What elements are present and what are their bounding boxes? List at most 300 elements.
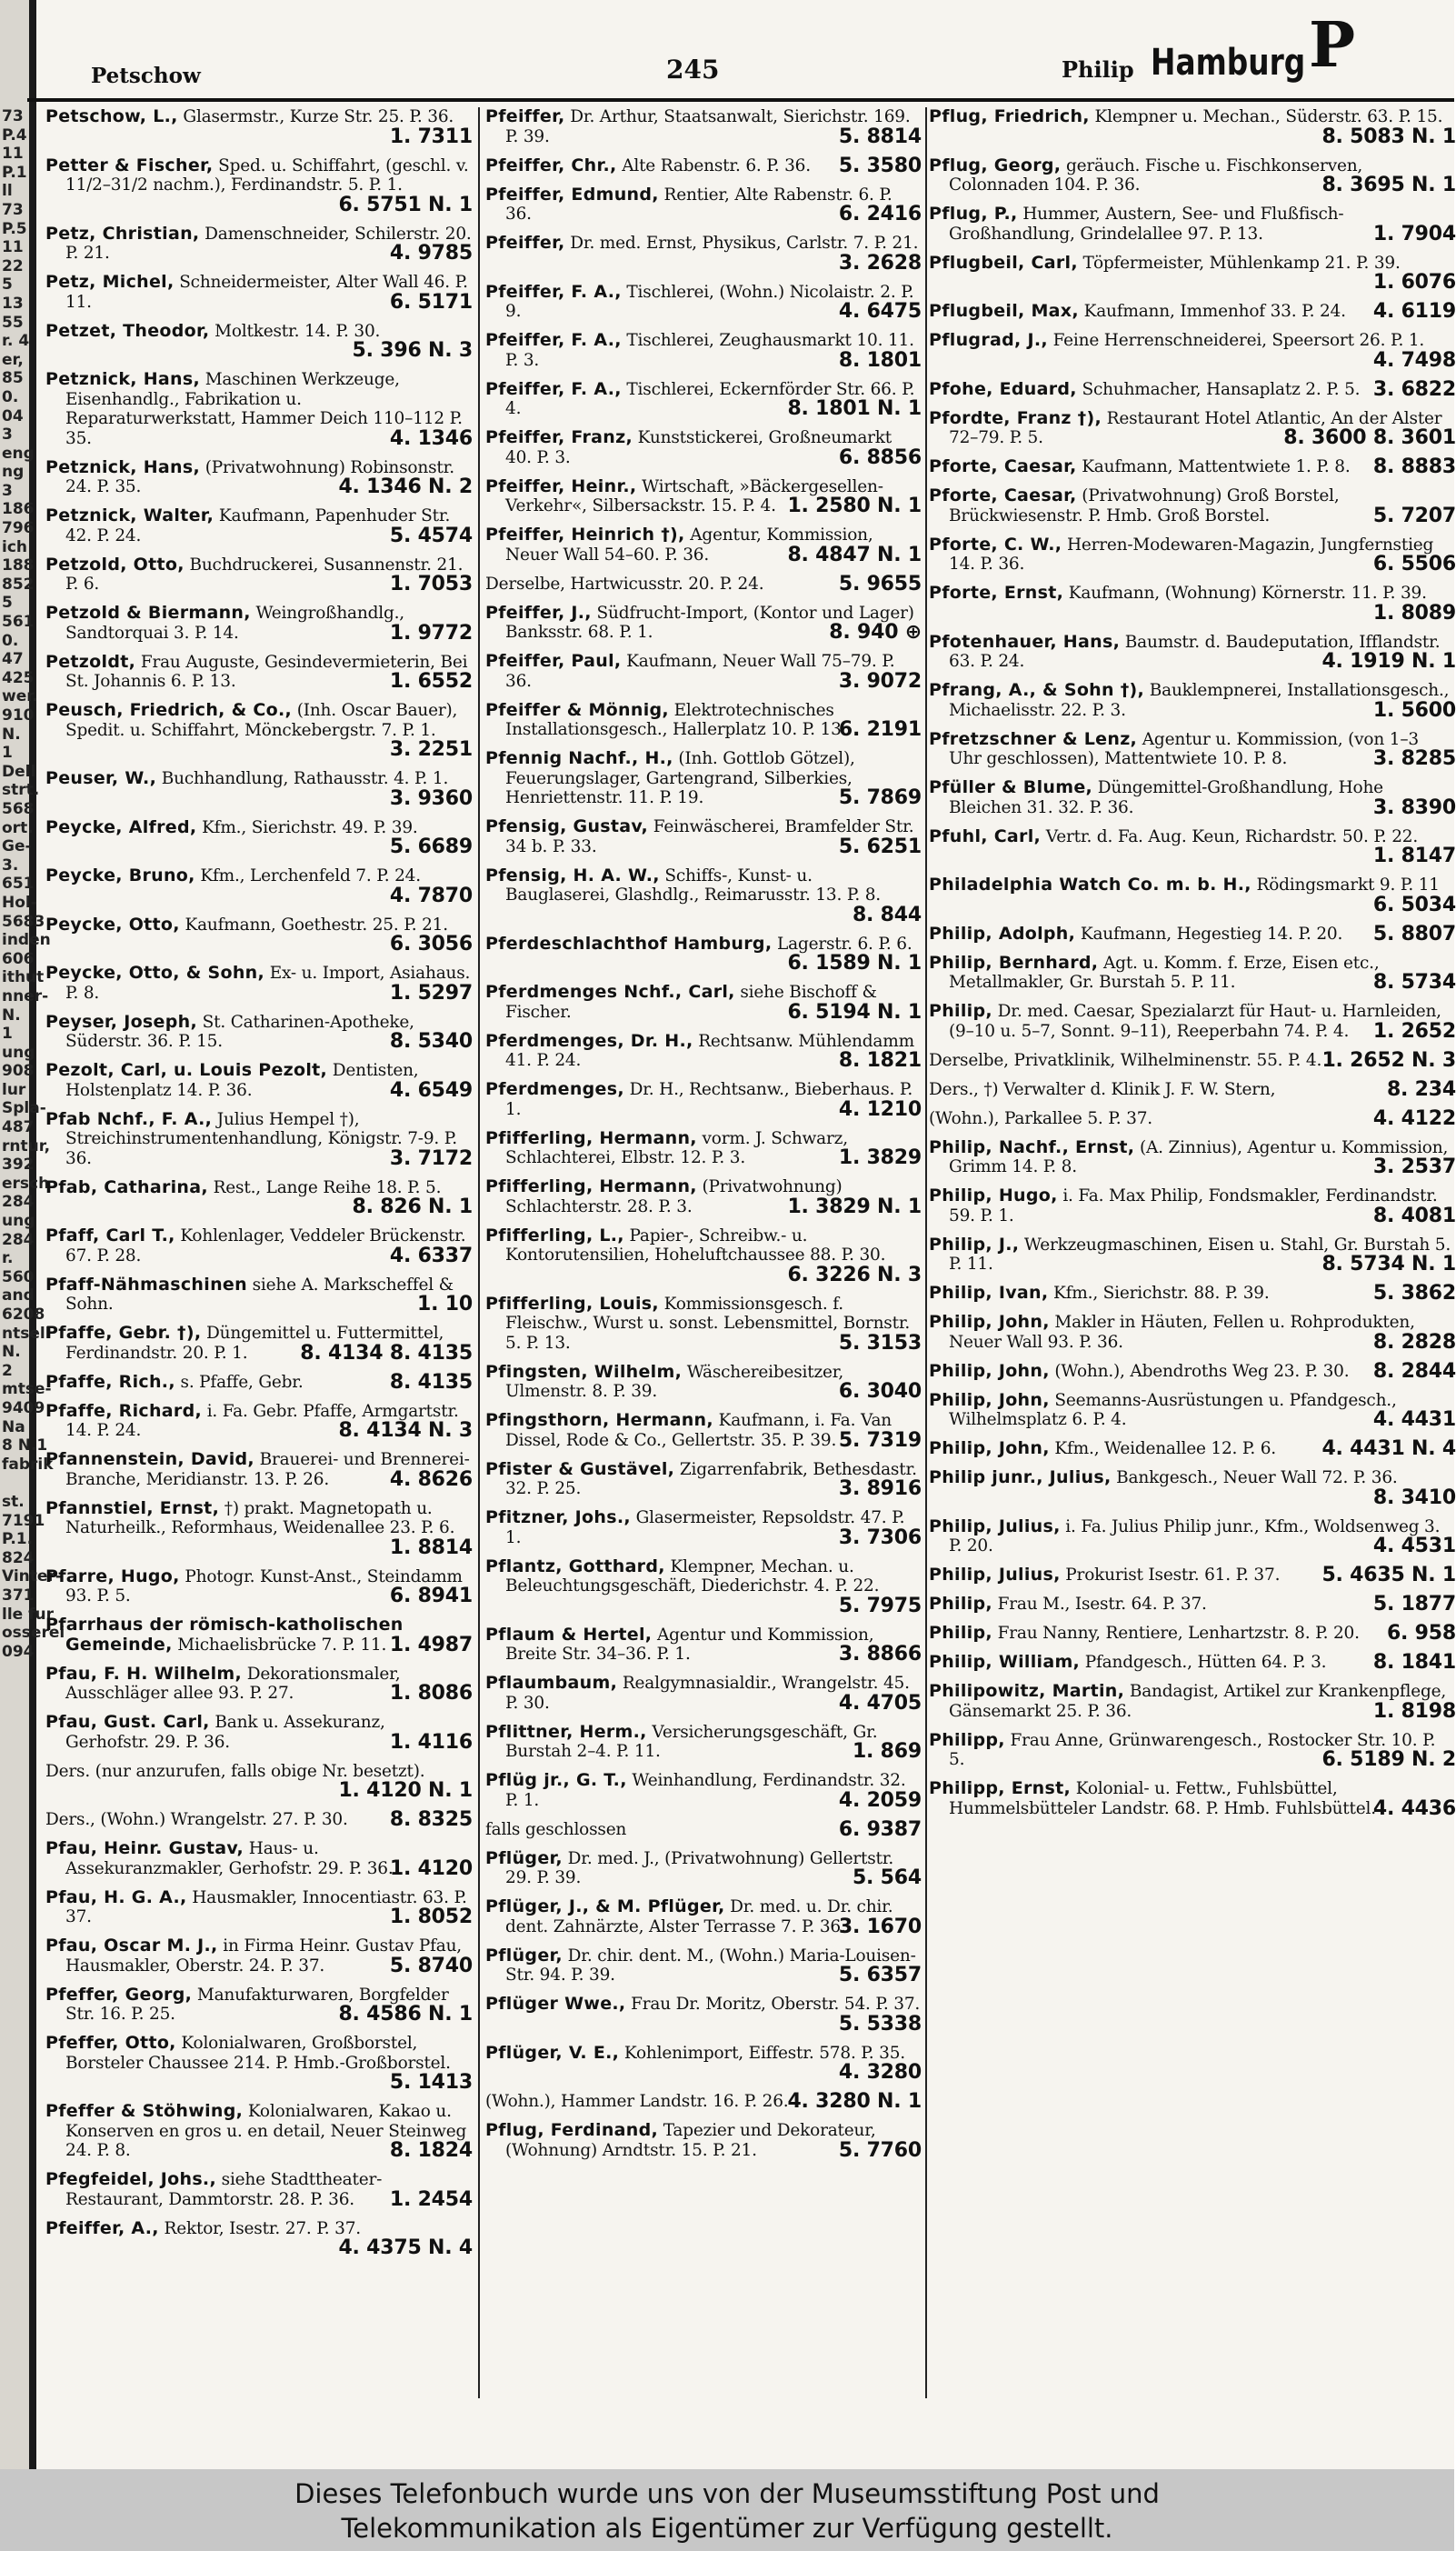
entry-details: Papier-, Schreibw.- u. Kontorutensilien, Hoheluftchaussee 88. P. 30. <box>505 1225 886 1265</box>
gutter-fragment: r. 4 <box>2 332 30 351</box>
directory-entry <box>45 1713 473 1752</box>
entry-details: Buchhandlung, Rathausstr. 4. P. 1. <box>161 769 449 788</box>
entry-details: i. Fa. Max Philip, Fondsmakler, Ferdinandstr. 59. P. 1. <box>949 1186 1438 1225</box>
entry-name: Pfau, Heinr. Gustav, <box>45 1838 244 1858</box>
entry-details: Kommissionsgesch. f. Fleischw., Wurst u. sonst. Lebensmittel, Bornstr. 5. P. 13. <box>505 1294 911 1353</box>
entry-name: Pfaffe, Richard, <box>45 1400 203 1421</box>
directory-entry <box>929 1359 1456 1383</box>
gutter-fragment: 392 <box>2 1155 35 1175</box>
entry-details: Wäschereibesitzer, Ulmenstr. 8. P. 39. <box>505 1362 844 1401</box>
phone-number: 5. 4574 <box>389 524 473 547</box>
phone-number: 5. 7207 <box>1372 504 1456 527</box>
directory-entry <box>485 525 922 565</box>
header-running-title: Petschow <box>91 64 201 88</box>
directory-entry <box>45 1888 473 1927</box>
entry-details: siehe Bischoff & Fischer. <box>505 983 877 1022</box>
directory-entry <box>45 701 473 760</box>
directory-entry <box>45 964 473 1003</box>
entry-details: Feinwäscherei, Bramfelder Str. 34 b. P. 33. <box>505 817 914 856</box>
entry-details: Bauklempnerei, Installationsgesch., Michaelisstr. 22. P. 3. <box>949 681 1450 720</box>
entry-name: Pflug, Ferdinand, <box>485 2120 659 2140</box>
directory-entry <box>485 652 922 691</box>
entry-details: Dr. med. J., (Privatwohnung) Gellertstr. 29. P. 39. <box>505 1848 894 1887</box>
entry-name: Pforte, Caesar, <box>929 456 1077 476</box>
phone-number: 4. 8626 <box>389 1467 473 1491</box>
phone-number: 6. 8856 <box>838 445 922 469</box>
phone-number: 6. 2416 <box>838 203 922 225</box>
entry-details: Bankgesch., Neuer Wall 72. P. 36. <box>1116 1468 1398 1487</box>
gutter-fragment: P.5 <box>2 219 27 238</box>
entry-details: (Inh. Oscar Bauer), Spedit. u. Schiffahrt, Mönckebergstr. 7. P. 1. <box>65 701 458 740</box>
entry-name: Pfüller & Blume, <box>929 777 1093 797</box>
entry-name: Pfotenhauer, Hans, <box>929 631 1121 652</box>
phone-number: 3. 7306 <box>838 1526 922 1549</box>
entry-name: Pfaffe, Rich., <box>45 1371 175 1392</box>
binding-gutter <box>0 0 65 2469</box>
gutter-fragment <box>0 1474 27 1493</box>
gutter-fragment: 094 <box>2 1642 35 1661</box>
entry-details: i. Fa. Gebr. Pfaffe, Armgartstr. 14. P. 24. <box>65 1401 459 1440</box>
entry-details: falls geschlossen <box>485 1819 627 1839</box>
phone-number: 8. 4134 N. 3 <box>338 1419 473 1442</box>
entry-details: (Privatwohnung) Schlachterstr. 28. P. 3. <box>505 1177 843 1216</box>
entry-details: Kaufmann, i. Fa. Van Dissel, Rode & Co., Gellertstr. 35. P. 39. <box>505 1411 893 1450</box>
entry-name: Pflüger Wwe., <box>485 1994 626 2014</box>
entry-name: Pferdmenges, <box>485 1079 624 1099</box>
gutter-fragment: 284 <box>2 1230 35 1249</box>
entry-name: Pfau, F. H. Wilhelm, <box>45 1663 243 1684</box>
entry-name: Philip, Julius, <box>929 1516 1061 1536</box>
directory-entry <box>485 935 922 974</box>
phone-number: 4. 7870 <box>389 884 473 907</box>
gutter-fragment: 0. <box>2 631 19 650</box>
entry-name: Pfeiffer, J., <box>485 602 592 623</box>
entry-details: Dentisten, Holstenplatz 14. P. 36. <box>65 1061 419 1100</box>
directory-entry <box>45 1178 473 1217</box>
page-header <box>44 0 1454 91</box>
phone-number: 5. 7319 <box>838 1428 922 1452</box>
phone-number: 5. 7760 <box>838 2138 922 2162</box>
directory-entry <box>485 428 922 467</box>
directory-entry <box>485 1817 922 1841</box>
entry-details: (Wohn.), Abendroths Weg 23. P. 30. <box>1054 1361 1350 1381</box>
entry-details: Weingroßhandlg., Sandtorquai 3. P. 14. <box>65 604 404 643</box>
gutter-fragment: Dell <box>2 762 36 781</box>
gutter-fragment: 3. <box>2 855 19 875</box>
phone-number: 5. 8740 <box>389 1954 473 1977</box>
directory-entry <box>485 477 922 516</box>
entry-name: Petzet, Theodor, <box>45 320 210 341</box>
directory-entry <box>485 749 922 808</box>
directory-entry <box>929 1517 1456 1556</box>
directory-entry <box>45 370 473 448</box>
directory-entry <box>929 1566 1456 1586</box>
phone-number: 5. 9655 <box>838 572 922 595</box>
entry-details: s. Pfaffe, Gebr. <box>180 1372 304 1392</box>
phone-number: 1. 5600 <box>1372 698 1456 722</box>
entry-name: Peycke, Otto, <box>45 914 180 935</box>
phone-number: 5. 8807 <box>1372 922 1456 945</box>
phone-number: 1. 8052 <box>389 1906 473 1928</box>
phone-number: 8. 5734 <box>1372 971 1456 994</box>
directory-entry <box>485 2121 922 2160</box>
entry-name: Pflüg jr., G. T., <box>485 1770 627 1790</box>
directory-entry <box>45 1616 473 1655</box>
entry-name: Philip, John, <box>929 1438 1050 1458</box>
entry-details: Frau Dr. Moritz, Oberstr. 54. P. 37. <box>631 1995 921 2014</box>
gutter-fragment: st. <box>2 1492 25 1511</box>
entry-details: (Privatwohnung) Robinsonstr. 24. P. 35. <box>65 457 454 496</box>
phone-number: 1. 6552 <box>389 670 473 693</box>
gutter-fragment: ung <box>2 1212 35 1231</box>
entry-details: vorm. J. Schwarz, Schlachterei, Elbstr. 12. P. 3. <box>505 1128 848 1167</box>
gutter-fragment: N. <box>2 1005 21 1025</box>
entry-details: Schuhmacher, Hansaplatz 2. P. 5. <box>1082 379 1361 399</box>
phone-number: 8. 4134 8. 4135 <box>300 1341 473 1365</box>
entry-name: Pflugbeil, Max, <box>929 301 1079 321</box>
gutter-fragment: 1 <box>2 744 13 763</box>
directory-entry <box>45 1499 473 1558</box>
phone-number: 3. 2537 <box>1372 1155 1456 1178</box>
gutter-fragment: Spla- <box>2 1099 46 1118</box>
directory-entry <box>45 1370 473 1394</box>
directory-entry <box>485 234 922 273</box>
entry-details: i. Fa. Julius Philip junr., Kfm., Woldsenweg 3. P. 20. <box>949 1516 1441 1556</box>
phone-number: 1. 5297 <box>389 981 473 1005</box>
phone-number: 1. 8086 <box>389 1682 473 1705</box>
phone-number: 1. 2652 N. 3 <box>1321 1048 1456 1072</box>
entry-details: Seemanns-Ausrüstungen u. Pfandgesch., Wilhelmsplatz 6. P. 4. <box>949 1390 1397 1429</box>
entry-details: Photogr. Kunst-Anst., Steindamm 93. P. 5. <box>65 1566 463 1606</box>
entry-name: Pflaum & Hertel, <box>485 1624 653 1645</box>
entry-name: Petz, Michel, <box>45 272 175 292</box>
phone-number: 8. 1824 <box>389 2139 473 2162</box>
directory-entry <box>485 1771 922 1810</box>
directory-entry <box>485 2092 922 2112</box>
entry-details: Michaelisbrücke 7. P. 11. <box>177 1635 387 1655</box>
entry-details: Frau Nanny, Rentiere, Lenhartzstr. 8. P. 20. <box>997 1624 1360 1643</box>
entry-name: Pfau, Oscar M. J., <box>45 1936 218 1956</box>
entry-details: Dr. med. u. Dr. chir. dent. Zahnärzte, Alster Terrasse 7. P. 36. <box>505 1897 893 1936</box>
directory-entry <box>485 1626 922 1665</box>
directory-column-1 <box>45 107 473 2398</box>
directory-entry <box>45 1276 473 1315</box>
directory-entry <box>929 922 1456 945</box>
entry-name: Petschow, L., <box>45 106 178 126</box>
directory-entry <box>929 1682 1456 1721</box>
entry-name: Pflug, Friedrich, <box>929 106 1090 126</box>
gutter-fragment: 852 <box>2 575 35 594</box>
directory-entry <box>45 1839 473 1878</box>
directory-entry <box>929 205 1456 244</box>
gutter-fragment: 3 <box>2 481 13 500</box>
entry-name: Pfeiffer, Paul, <box>485 651 622 671</box>
phone-number: 8. 3695 N. 1 <box>1321 174 1456 196</box>
phone-number: 6. 5171 <box>389 290 473 314</box>
entry-name: Philip, John, <box>929 1360 1050 1381</box>
gutter-fragment: Ge- <box>2 837 32 856</box>
directory-entry <box>485 1557 922 1616</box>
phone-number: 5. 7975 <box>838 1594 922 1617</box>
directory-entry <box>485 1129 922 1168</box>
entry-details: Werkzeugmaschinen, Eisen u. Stahl, Gr. Burstah 5. P. 11. <box>949 1235 1451 1274</box>
entry-details: Lagerstr. 6. P. 6. <box>777 934 912 954</box>
entry-details: Julius Hempel †), Streichinstrumentenhandlung, Königstr. 7-9. P. 36. <box>65 1109 457 1168</box>
phone-number: 8. 844 <box>852 903 922 926</box>
gutter-fragment: 8 N.1 <box>2 1436 48 1456</box>
footer-line-1: Dieses Telefonbuch wurde uns von der Museumsstiftung Post und <box>294 2478 1160 2509</box>
footer-line-2: Telekommunikation als Eigentümer zur Verfügung gestellt. <box>341 2513 1113 2544</box>
phone-number: 4. 4705 <box>838 1691 922 1715</box>
entry-name: Pflittner, Herm., <box>485 1721 647 1742</box>
entry-details: Kaufmann, Hegestieg 14. P. 20. <box>1080 924 1343 944</box>
entry-name: Pflüger, V. E., <box>485 2042 620 2063</box>
directory-entry <box>45 2219 473 2258</box>
entry-details: (Wohn.), Parkallee 5. P. 37. <box>929 1108 1152 1128</box>
entry-name: Philip, <box>929 1001 992 1021</box>
phone-number: 1. 7311 <box>389 125 473 148</box>
directory-entry <box>485 701 922 740</box>
gutter-fragment: eng <box>2 444 35 463</box>
column-divider <box>925 107 927 2398</box>
phone-number: 8. 1801 <box>838 348 922 372</box>
gutter-fragment: ersch <box>2 1174 50 1193</box>
phone-number: 4. 1346 N. 2 <box>338 475 473 498</box>
gutter-fragment: P.1 <box>2 163 27 182</box>
phone-number: 8. 234 <box>1386 1077 1456 1101</box>
entry-details: Baumstr. d. Baudeputation, Ifflandstr. 63. P. 24. <box>949 632 1441 671</box>
directory-entry <box>929 254 1456 293</box>
directory-entry <box>485 156 922 176</box>
directory-entry <box>485 572 922 595</box>
entry-details: siehe A. Markscheffel & Sohn. <box>65 1275 454 1314</box>
phone-number: 5. 6357 <box>838 1964 922 1986</box>
entry-name: Petznick, Walter, <box>45 505 214 525</box>
phone-number: 5. 5338 <box>838 2012 922 2036</box>
entry-name: Philip, J., <box>929 1234 1020 1255</box>
entry-details: Zigarrenfabrik, Bethesdastr. 32. P. 25. <box>505 1459 917 1498</box>
phone-number: 3. 9072 <box>838 669 922 693</box>
directory-column-3 <box>929 107 1456 2398</box>
phone-number: 1. 8089 <box>1372 601 1456 625</box>
gutter-fragment: Na <box>2 1417 25 1436</box>
entry-details: Kolonial- u. Fettw., Fuhlsbüttel, Hummelsbütteler Landstr. 68. P. Hmb. Fuhlsbüttel. <box>949 1779 1376 1818</box>
phone-number: 8. 4847 N. 1 <box>787 543 922 566</box>
entry-name: Pflüger, <box>485 1847 563 1868</box>
phone-number: 8. 1841 <box>1372 1651 1456 1674</box>
entry-details: Elektrotechnisches Installationsgesch., Hallerplatz 10. P. 13. <box>505 700 847 739</box>
directory-entry <box>485 1032 922 1071</box>
directory-entry <box>45 156 473 215</box>
directory-entry <box>485 983 922 1022</box>
phone-number: 5. 4635 N. 1 <box>1321 1564 1456 1586</box>
phone-number: 5. 564 <box>852 1866 922 1889</box>
entry-name: Pfennig Nachf., H., <box>485 748 673 768</box>
directory-entry <box>929 827 1456 866</box>
gutter-fragment: 188 <box>2 556 35 575</box>
entry-name: Pfifferling, Hermann, <box>485 1127 697 1148</box>
phone-number: 4. 4375 N. 4 <box>338 2236 473 2259</box>
phone-number: 5. 8814 <box>838 125 922 148</box>
directory-entry <box>929 486 1456 525</box>
gutter-fragment: 5683 <box>2 912 45 931</box>
gutter-fragment: lle fur <box>2 1605 54 1624</box>
entry-details: Südfrucht-Import, (Kontor und Lager) Banksstr. 68. P. 1. <box>505 603 914 642</box>
directory-entry <box>929 1138 1456 1177</box>
directory-entry <box>929 1731 1456 1770</box>
directory-entry <box>485 1363 922 1402</box>
directory-entry <box>929 954 1456 993</box>
gutter-fragment: 796 <box>2 519 35 538</box>
phone-number: 5. 3153 <box>838 1331 922 1355</box>
directory-entry <box>45 2102 473 2161</box>
phone-number: 6. 3226 N. 3 <box>787 1263 922 1286</box>
phone-number: 6. 8941 <box>389 1585 473 1607</box>
directory-entry <box>485 185 922 225</box>
gutter-fragment: 55 <box>2 313 24 332</box>
phone-number: 1. 7053 <box>389 573 473 595</box>
entry-details: Rechtsanw. Mühlendamm 41. P. 24. <box>505 1031 914 1070</box>
directory-entry <box>929 1391 1456 1430</box>
gutter-fragment: ng <box>2 463 25 482</box>
entry-name: Peycke, Otto, & Sohn, <box>45 963 264 983</box>
phone-number: 3. 8390 <box>1372 795 1456 819</box>
directory-entry <box>485 1226 922 1286</box>
entry-name: Philip junr., Julius, <box>929 1467 1112 1487</box>
entry-details: Rektor, Isestr. 27. P. 37. <box>164 2218 361 2238</box>
entry-details: Düngemittel u. Futtermittel, Ferdinandstr. 20. P. 1. <box>65 1324 444 1363</box>
phone-number: 4. 4431 N. 4 <box>1321 1437 1456 1460</box>
gutter-fragment: 13 <box>2 294 24 313</box>
entry-details: Rentier, Alte Rabenstr. 6. P. 36. <box>505 185 893 224</box>
phone-number: 8. 4586 N. 1 <box>338 2003 473 2026</box>
directory-entry <box>45 653 473 692</box>
entry-name: Pfister & Gustävel, <box>485 1458 675 1479</box>
gutter-fragment: 22 <box>2 256 24 275</box>
directory-entry <box>45 769 473 808</box>
entry-details: Rödingsmarkt 9. P. 11 <box>1256 875 1440 895</box>
entry-details: Bandagist, Artikel zur Krankenpflege, Gänsemarkt 25. P. 36. <box>949 1682 1447 1721</box>
entry-name: Pfarrhaus der römisch-katholischen Gemeinde, <box>45 1615 404 1655</box>
phone-number: 3. 8916 <box>838 1477 922 1500</box>
gutter-fragment: osserei <box>2 1624 65 1643</box>
entry-name: Philip, <box>929 1623 992 1643</box>
entry-details: Kaufmann, Papenhuder Str. 42. P. 24. <box>65 506 451 545</box>
entry-name: Pfeiffer, Chr., <box>485 155 617 175</box>
entry-details: Kaufmann, (Wohnung) Körnerstr. 11. P. 39. <box>1068 584 1427 603</box>
directory-entry <box>485 2044 922 2083</box>
entry-name: Peyser, Joseph, <box>45 1011 197 1032</box>
entry-details: Realgymnasialdir., Wrangelstr. 45. P. 30. <box>505 1674 910 1713</box>
directory-entry <box>45 1324 473 1363</box>
entry-details: Maschinen Werkzeuge, Eisenhandlg., Fabrikation u. Reparaturwerkstatt, Hammer Deich 110–112 P. 35. <box>65 370 463 448</box>
phone-number: 5. 3862 <box>1372 1282 1456 1305</box>
directory-entry <box>929 1468 1456 1507</box>
entry-details: Ders., †) Verwalter d. Klinik J. F. W. Stern, <box>929 1079 1276 1099</box>
entry-details: Frau Auguste, Gesindevermieterin, Bei St. Johannis 6. P. 13. <box>65 652 468 691</box>
entry-name: Pflantz, Gotthard, <box>485 1556 665 1576</box>
entry-name: Pfensig, Gustav, <box>485 816 649 836</box>
entry-name: Pfaffe, Gebr. †), <box>45 1323 202 1343</box>
entry-details: Dr. chir. dent. M., (Wohn.) Maria-Louisen-Str. 94. P. 39. <box>505 1946 916 1985</box>
entry-details: Makler in Häuten, Fellen u. Rohprodukten, Neuer Wall 93. P. 36. <box>949 1313 1415 1352</box>
directory-entry <box>485 1723 922 1762</box>
directory-entry <box>45 1226 473 1265</box>
directory-entry <box>45 1450 473 1489</box>
entry-name: Pfifferling, L., <box>485 1225 624 1245</box>
directory-entry <box>485 1897 922 1936</box>
phone-number: 8. 1821 <box>838 1049 922 1072</box>
phone-number: 8. 8883 <box>1372 455 1456 478</box>
directory-entry <box>45 322 473 361</box>
directory-entry <box>485 1080 922 1119</box>
phone-number: 1. 6076 <box>1372 271 1456 294</box>
phone-number: 5. 1877 <box>1372 1593 1456 1616</box>
entry-details: Tischlerei, Zeughausmarkt 10. 11. P. 3. <box>505 331 914 370</box>
directory-entry <box>485 1508 922 1547</box>
directory-entry <box>929 875 1456 915</box>
entry-details: Kaufmann, Immenhof 33. P. 24. <box>1083 302 1346 321</box>
entry-name: Peycke, Bruno, <box>45 865 195 885</box>
phone-number: 1. 8814 <box>389 1536 473 1559</box>
phone-number: 5. 6689 <box>389 835 473 858</box>
entry-name: Philip, Hugo, <box>929 1185 1058 1205</box>
phone-number: 1. 10 <box>417 1293 473 1316</box>
entry-name: Pfeffer, Otto, <box>45 2033 176 2053</box>
phone-number: 6. 5751 N. 1 <box>338 193 473 216</box>
gutter-fragment: 73 <box>2 200 24 219</box>
entry-name: Pferdmenges Nchf., Carl, <box>485 982 735 1002</box>
phone-number: 4. 1919 N. 1 <box>1321 650 1456 673</box>
entry-details: Sped. u. Schiffahrt, (geschl. v. 11/2–31/2 nachm.), Ferdinandstr. 5. P. 1. <box>65 155 469 195</box>
entry-details: Düngemittel-Großhandlung, Hohe Bleichen 31. 32. P. 36. <box>949 778 1383 817</box>
phone-number: 1. 9772 <box>389 621 473 645</box>
phone-number: 8. 2844 <box>1372 1359 1456 1383</box>
adjacent-page-fragments <box>0 0 65 1661</box>
header-divider <box>27 98 1454 102</box>
entry-details: Manufakturwaren, Borgfelder Str. 16. P. 25. <box>65 1985 449 2024</box>
directory-entry <box>929 730 1456 769</box>
entry-name: Philip, John, <box>929 1312 1050 1332</box>
entry-details: Agentur und Kommission, Breite Str. 34–36. P. 1. <box>505 1625 874 1664</box>
entry-name: Pfeiffer, <box>485 233 565 253</box>
directory-entry <box>929 1439 1456 1459</box>
phone-number: 3. 9360 <box>389 786 473 810</box>
gutter-fragment: 47 <box>2 650 24 669</box>
entry-details: Klempner, Mechan. u. Beleuchtungsgeschäft, Diederichstr. 4. P. 22. <box>505 1556 880 1596</box>
directory-entry <box>45 604 473 643</box>
phone-number: 4. 6337 <box>389 1244 473 1267</box>
entry-name: Pfeiffer & Mönnig, <box>485 699 669 720</box>
entry-name: Pflugbeil, Carl, <box>929 252 1078 273</box>
phone-number: 4. 4436 <box>1372 1796 1456 1820</box>
gutter-fragment: 6208 <box>2 1306 45 1324</box>
gutter-fragment: r. <box>2 1249 14 1268</box>
entry-name: Peuser, W., <box>45 768 157 788</box>
entry-details: Glasermstr., Kurze Str. 25. P. 36. <box>183 107 454 126</box>
phone-number: 1. 4987 <box>389 1633 473 1656</box>
gutter-fragment: wer. <box>2 687 38 706</box>
footer-notice <box>0 2469 1454 2551</box>
phone-number: 1. 2454 <box>389 2187 473 2211</box>
entry-name: Philip, <box>929 1594 992 1614</box>
directory-entry <box>45 818 473 857</box>
directory-entry <box>45 506 473 545</box>
entry-details: (Wohn.), Hammer Landstr. 16. P. 26. <box>485 2092 789 2111</box>
entry-name: Philip, Julius, <box>929 1565 1061 1585</box>
phone-number: 4. 6119 <box>1372 300 1456 323</box>
gutter-fragment: 5 <box>2 275 13 295</box>
